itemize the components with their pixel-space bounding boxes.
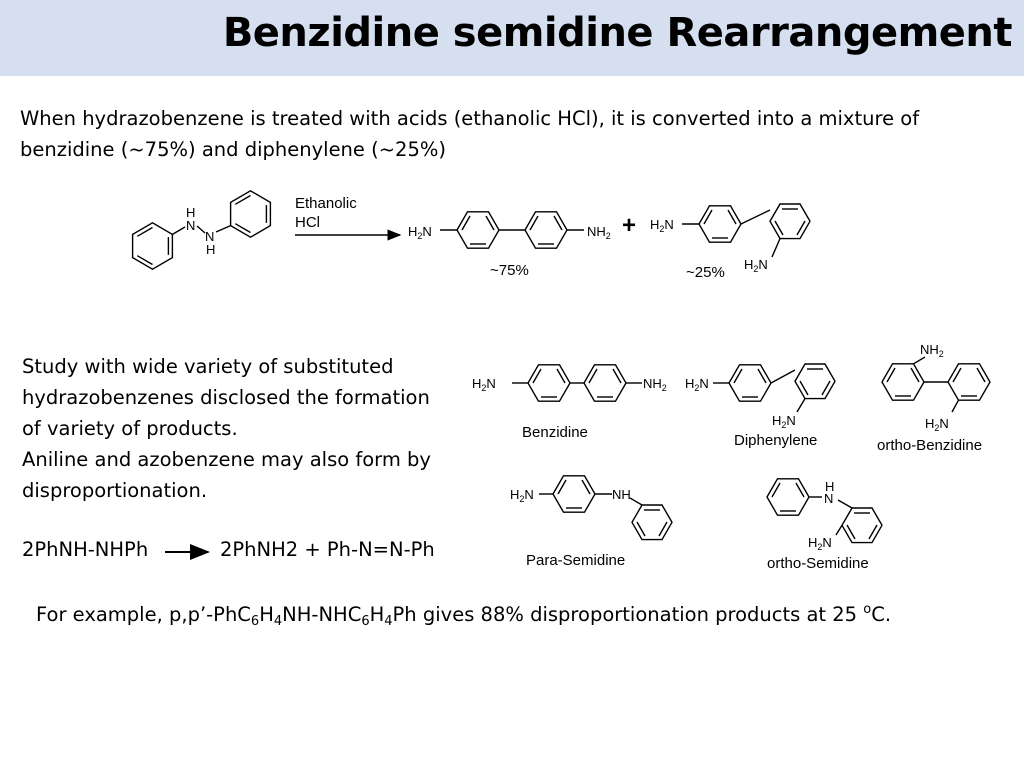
n-label: N [186, 218, 196, 233]
ortho-semidine-caption: ortho-Semidine [767, 555, 869, 572]
study-line: Aniline and azobenzene may also form by [22, 448, 431, 471]
intro-paragraph: When hydrazobenzene is treated with acids (ethanolic HCl), it is converted into a mixture of benzidine (~75%) and diphenylene (~25%) [20, 107, 920, 161]
h-label: H [206, 242, 216, 257]
plus-sign: + [622, 212, 637, 239]
amine-label: $NH_2$ [587, 224, 611, 241]
amine-label: $H_2N$ [650, 217, 674, 234]
amine-label: $H_2N$ [925, 416, 949, 433]
amine-label: $H_2N$ [510, 487, 534, 504]
hydrazobenzene-structure [133, 191, 271, 269]
amine-label: $H_2N$ [685, 376, 709, 393]
para-semidine-caption: Para-Semidine [526, 552, 626, 569]
equation-products: 2PhNH2 + Ph-N=N-Ph [220, 538, 435, 561]
diphenylene-caption: Diphenylene [734, 432, 818, 449]
diphenylene-yield: ~25% [686, 264, 725, 281]
study-line: of variety of products. [22, 417, 238, 440]
amine-label: $H_2N$ [744, 257, 768, 274]
benzidine-scheme-structure [440, 212, 584, 248]
n-label: N [205, 229, 215, 244]
amine-label: $H_2N$ [808, 535, 832, 552]
study-line: Study with wide variety of substituted [22, 355, 394, 378]
nh-label: NH [612, 487, 631, 502]
h-label: H [825, 479, 835, 494]
diphenylene-scheme-structure [682, 204, 810, 257]
benzidine-yield: ~75% [490, 262, 529, 279]
n-label: N [824, 491, 834, 506]
example-paragraph: For example, $p,p’-PhC_6H_4NH-NHC_6H_4Ph$ gives 88% disproportionation products at 25 $^o$C. [36, 602, 892, 629]
amine-label: $H_2N$ [472, 376, 496, 393]
amine-label: $H_2N$ [408, 224, 432, 241]
study-line: hydrazobenzenes disclosed the formation [22, 386, 430, 409]
amine-label: $H_2N$ [772, 413, 796, 430]
benzidine-caption: Benzidine [522, 424, 588, 441]
amine-label: $NH_2$ [920, 342, 944, 359]
para-semidine-structure [539, 476, 672, 540]
reagent-line-1: Ethanolic [295, 195, 357, 212]
slide-title: Benzidine semidine Rearrangement [222, 10, 1012, 56]
ortho-benzidine-caption: ortho-Benzidine [877, 437, 983, 454]
h-label: H [186, 205, 196, 220]
diphenylene-structure [713, 364, 835, 412]
equation-reactant: 2PhNH-NHPh [22, 538, 149, 561]
benzidine-structure [512, 365, 642, 401]
amine-label: $NH_2$ [643, 376, 667, 393]
ortho-benzidine-structure [882, 357, 990, 412]
study-line: disproportionation. [22, 479, 208, 502]
reagent-line-2: HCl [295, 214, 320, 231]
